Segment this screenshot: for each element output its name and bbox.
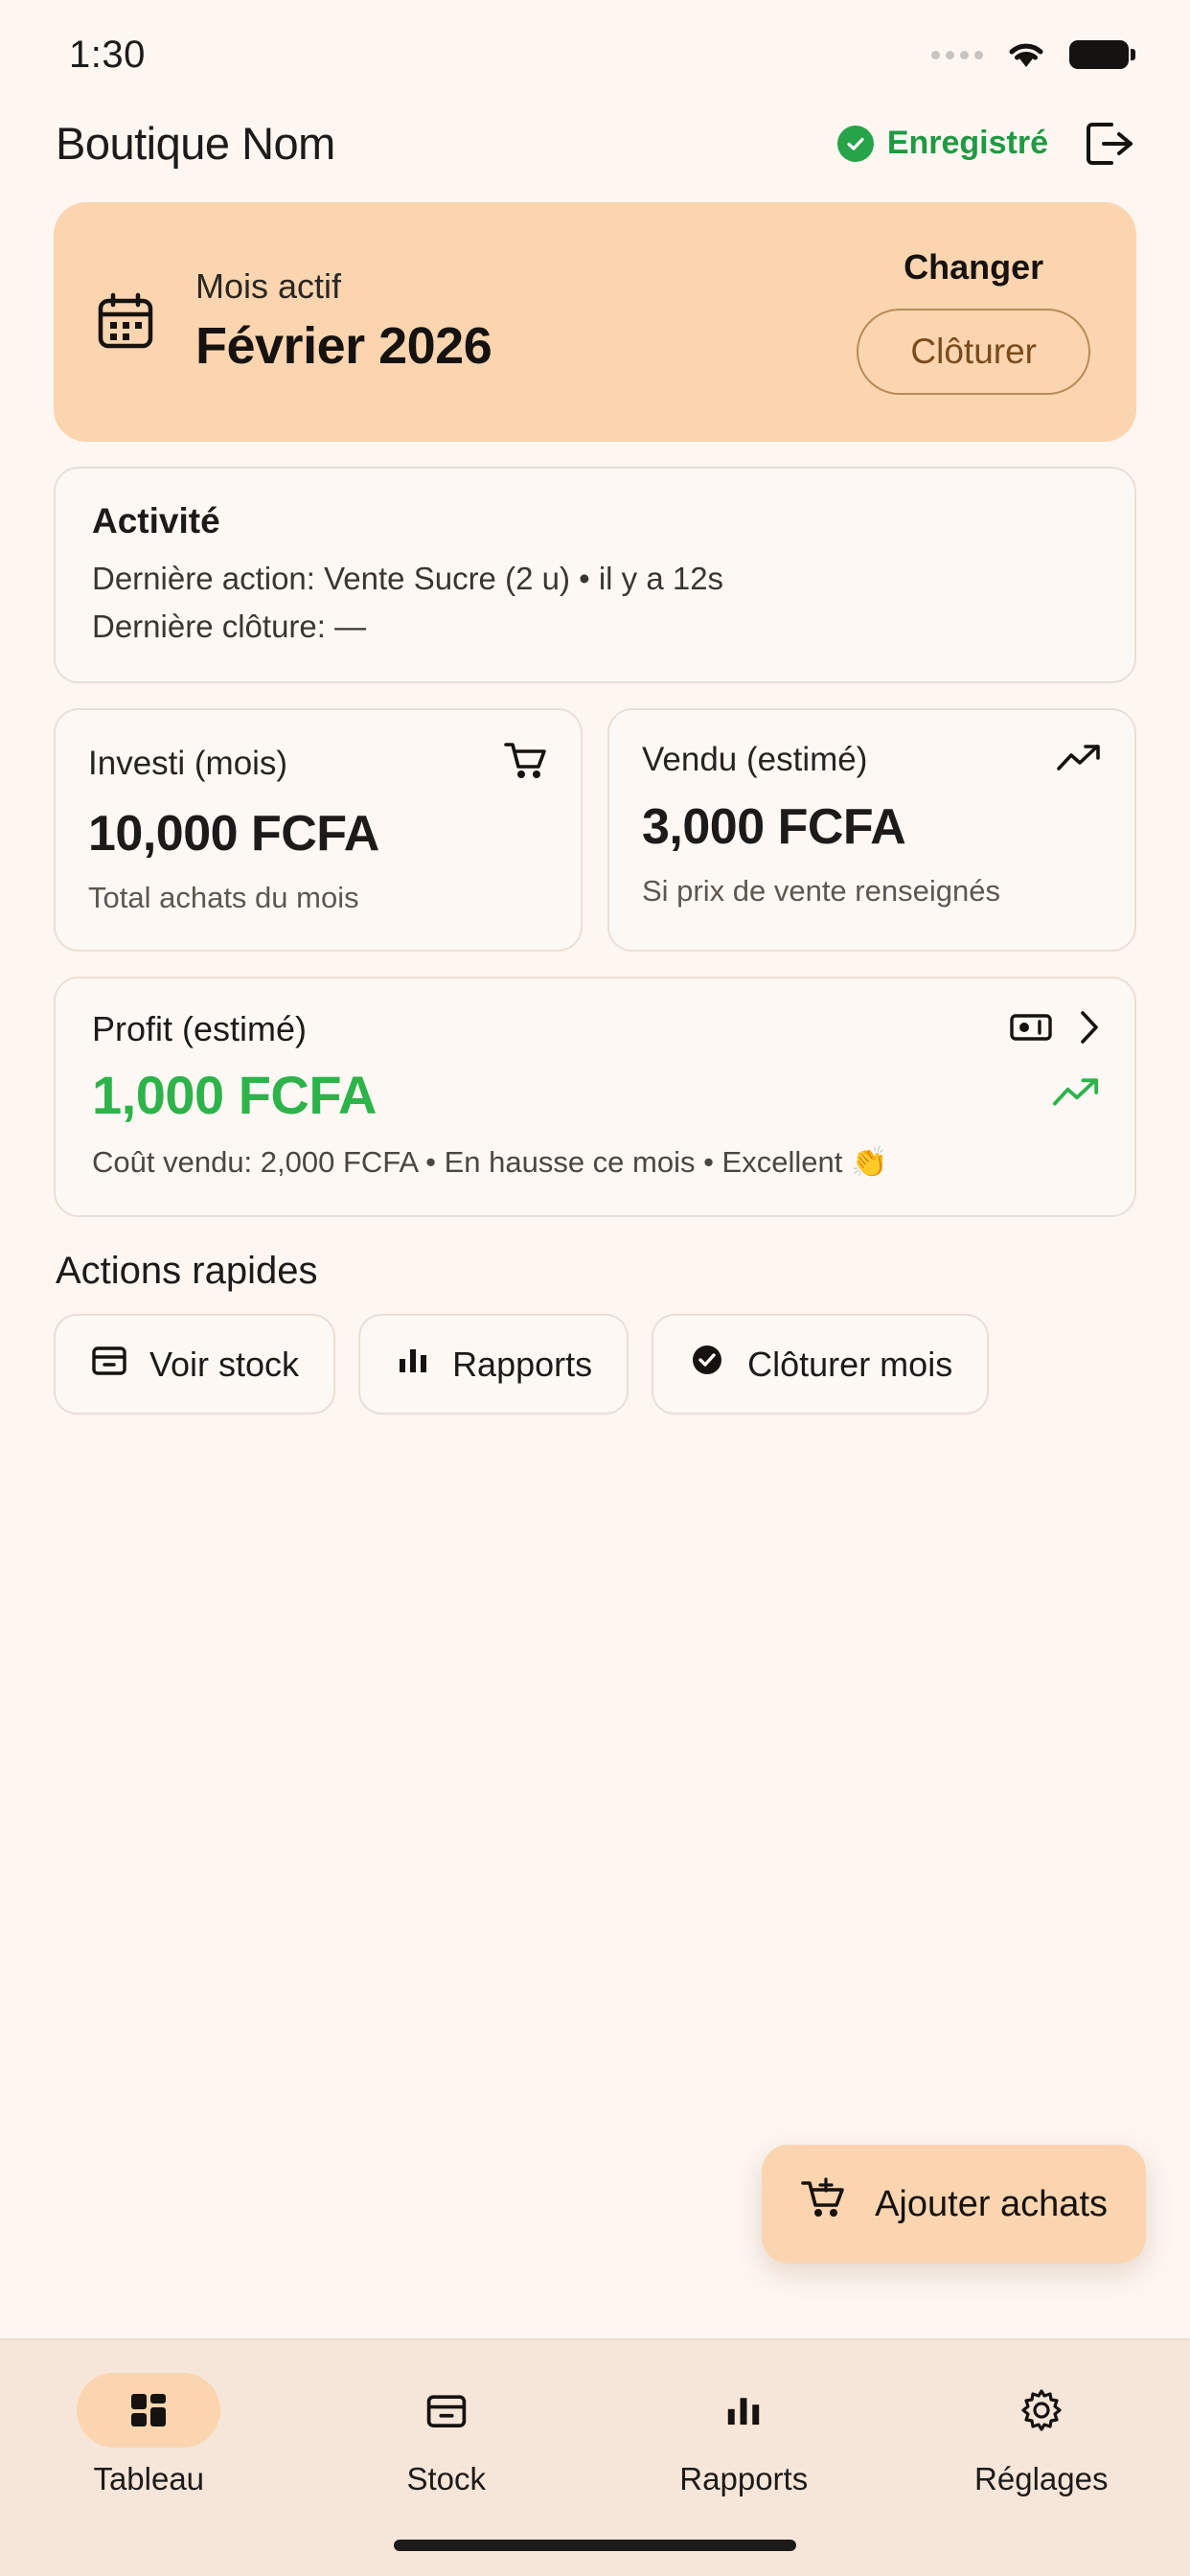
dashboard-icon bbox=[77, 2373, 220, 2448]
activity-title: Activité bbox=[92, 501, 220, 540]
header-actions bbox=[837, 119, 1136, 169]
nav-label: Rapports bbox=[679, 2461, 809, 2496]
stat-value: 3,000 FCFA bbox=[642, 799, 906, 855]
month-info bbox=[195, 266, 492, 376]
gear-icon bbox=[970, 2373, 1113, 2448]
saved-label: Enregistré bbox=[886, 125, 1048, 161]
profit-card[interactable] bbox=[54, 977, 1136, 1217]
calendar-icon bbox=[96, 291, 171, 351]
nav-item-reglages[interactable] bbox=[893, 2373, 1190, 2497]
trending-up-icon bbox=[1056, 742, 1102, 779]
nav-item-stock[interactable] bbox=[298, 2373, 596, 2497]
quick-actions-title: Actions rapides bbox=[56, 1250, 318, 1293]
profit-label: Profit (estimé) bbox=[92, 1009, 308, 1049]
banknote-icon bbox=[1010, 1012, 1052, 1047]
nav-label: Réglages bbox=[974, 2461, 1109, 2496]
month-value: Février 2026 bbox=[195, 317, 492, 375]
add-purchases-button[interactable] bbox=[762, 2145, 1146, 2264]
cart-icon bbox=[504, 741, 548, 786]
close-month-button[interactable]: Clôturer bbox=[857, 309, 1090, 395]
page-title: Boutique Nom bbox=[56, 118, 335, 169]
status-time: 1:30 bbox=[69, 33, 146, 76]
profit-value: 1,000 FCFA bbox=[92, 1064, 377, 1125]
box-icon bbox=[90, 1341, 128, 1388]
trending-up-icon bbox=[1050, 1075, 1102, 1115]
signal-dots-icon bbox=[931, 51, 983, 59]
active-month-card bbox=[54, 202, 1136, 442]
profit-main bbox=[92, 1064, 1102, 1126]
wifi-icon bbox=[1004, 38, 1048, 71]
battery-full-icon bbox=[1069, 40, 1129, 69]
quick-action-reports[interactable] bbox=[358, 1314, 629, 1414]
activity-card bbox=[54, 467, 1136, 683]
bar-chart-icon bbox=[395, 1342, 431, 1387]
status-bar bbox=[0, 0, 1190, 92]
profit-header bbox=[92, 1009, 1102, 1050]
bar-chart-icon bbox=[672, 2373, 815, 2448]
check-circle-icon bbox=[688, 1341, 726, 1388]
chevron-right-icon[interactable] bbox=[1077, 1009, 1102, 1050]
home-indicator bbox=[394, 2540, 796, 2551]
change-month-button[interactable]: Changer bbox=[904, 247, 1044, 287]
nav-item-tableau[interactable] bbox=[0, 2373, 298, 2497]
quick-action-view-stock[interactable] bbox=[54, 1314, 335, 1414]
quick-action-close-month[interactable] bbox=[652, 1314, 989, 1414]
stat-header bbox=[88, 741, 548, 786]
nav-label: Stock bbox=[406, 2461, 487, 2496]
month-actions bbox=[857, 247, 1090, 395]
quick-action-label: Clôturer mois bbox=[747, 1344, 953, 1384]
main-content bbox=[0, 179, 1190, 2338]
logout-icon[interactable] bbox=[1083, 119, 1136, 169]
month-label: Mois actif bbox=[195, 266, 342, 306]
stats-row bbox=[54, 708, 1136, 952]
cart-plus-icon bbox=[800, 2177, 850, 2231]
stat-label: Investi (mois) bbox=[88, 744, 288, 782]
quick-actions-row bbox=[54, 1314, 1136, 1414]
stat-value: 10,000 FCFA bbox=[88, 806, 379, 862]
cloud-check-icon bbox=[837, 126, 874, 162]
nav-label: Tableau bbox=[93, 2461, 205, 2496]
box-icon bbox=[375, 2373, 518, 2448]
quick-action-label: Voir stock bbox=[149, 1344, 300, 1384]
stat-label: Vendu (estimé) bbox=[642, 741, 868, 778]
stat-header bbox=[642, 741, 1102, 779]
fab-label: Ajouter achats bbox=[875, 2183, 1108, 2224]
app-header bbox=[0, 92, 1190, 179]
status-badge bbox=[837, 125, 1048, 162]
status-indicators bbox=[931, 38, 1129, 71]
activity-last-action: Dernière action: Vente Sucre (2 u) • il y a 12s bbox=[92, 561, 724, 596]
stat-card-invested[interactable] bbox=[54, 708, 583, 952]
nav-item-rapports[interactable] bbox=[595, 2373, 893, 2497]
stat-sub: Total achats du mois bbox=[88, 881, 359, 914]
activity-last-closing: Dernière clôture: — bbox=[92, 609, 367, 644]
profit-note: Coût vendu: 2,000 FCFA • En hausse ce mois • Excellent 👏 bbox=[92, 1144, 888, 1179]
quick-action-label: Rapports bbox=[452, 1344, 593, 1384]
stat-sub: Si prix de vente renseignés bbox=[642, 874, 1000, 908]
stat-card-sold[interactable] bbox=[607, 708, 1136, 952]
profit-header-icons bbox=[1010, 1009, 1102, 1050]
